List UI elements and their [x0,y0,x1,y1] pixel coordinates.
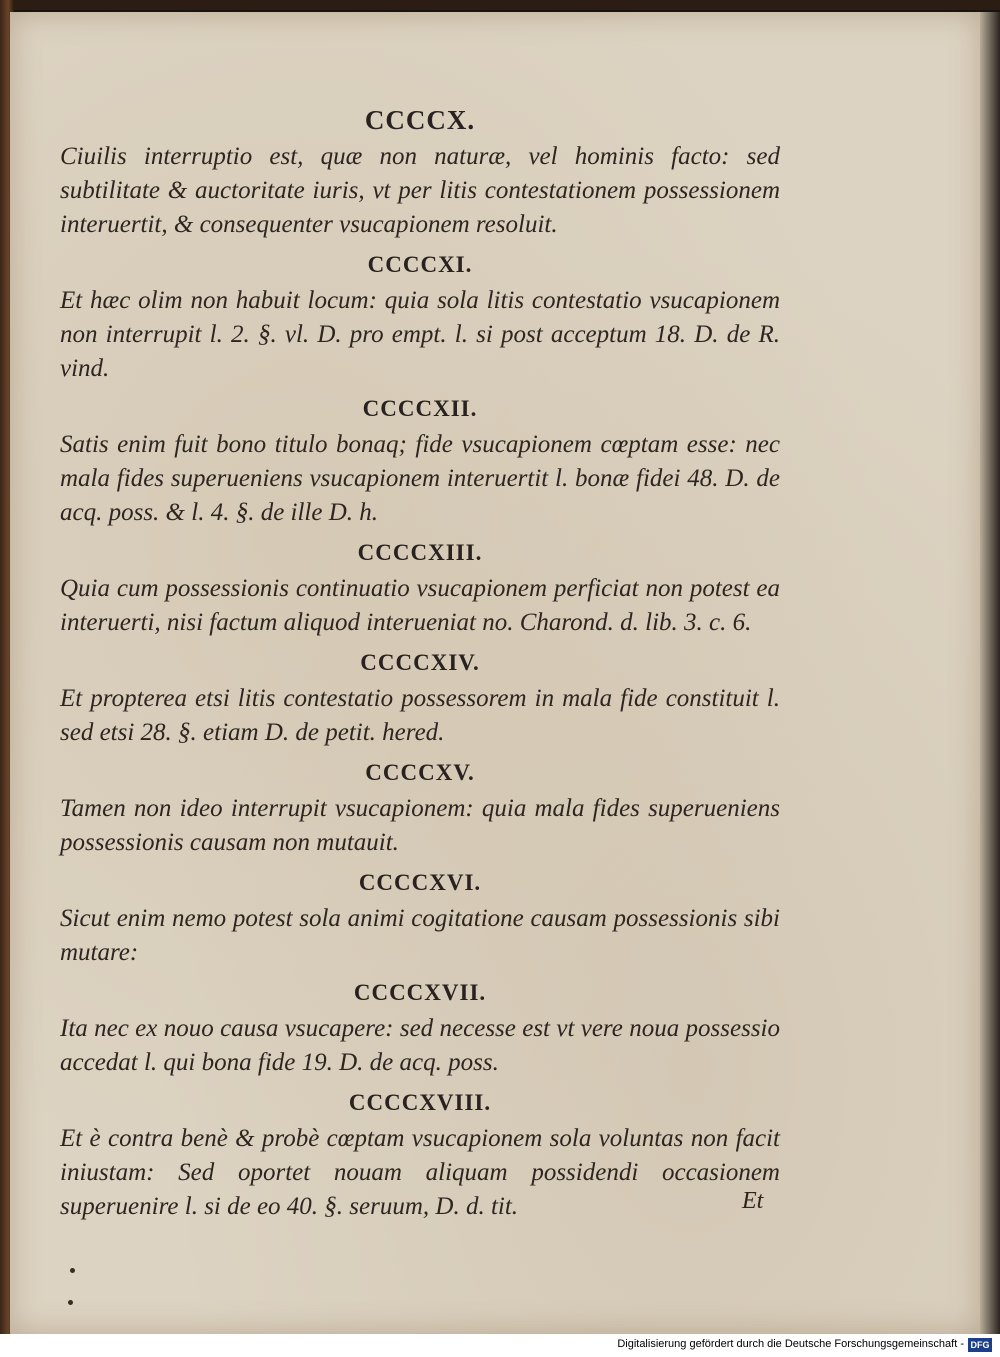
section-heading: CCCCXIII. [357,540,483,565]
section-411 [60,246,780,386]
section-text: Tamen non ideo interrupit vsucapionem: quia mala fides superueniens possessionis causam non mutauit. [60,795,780,856]
book-top-edge [0,0,1000,10]
section-heading: CCCCXV. [365,760,475,785]
section-414 [60,644,780,750]
section-text: Quia cum possessionis continuatio vsucapionem perficiat non potest ea interuerti, nisi factum aliquod interueniat no. Charond. d. lib. 3. c. 6. [60,575,780,636]
section-text: Ciuilis interruptio est, quæ non naturæ, vel hominis facto: sed subtilitate & auctoritate iuris, vt per litis contestationem possessionem interuertit, & consequenter vsucapionem resoluit. [60,143,780,238]
section-heading: CCCCXVII. [353,980,487,1005]
page-edge-shadow [980,12,1000,1334]
digitization-footer [0,1334,1000,1357]
section-heading: CCCCXI. [367,252,473,277]
section-413 [60,534,780,640]
section-text: Sicut enim nemo potest sola animi cogitatione causam possessionis sibi mutare: [60,905,780,966]
section-heading: CCCCXII. [362,396,478,421]
ink-speck [68,1300,73,1305]
section-417 [60,974,780,1080]
section-text: Satis enim fuit bono titulo bonaq; fide vsucapionem cœptam esse: nec mala fides superueniens vsucapionem interuertit l. bonæ fidei 48. D. de acq. poss. & l. 4. §. de ille D. h. [60,431,780,526]
section-heading: CCCCXIV. [360,650,480,675]
section-text: Et propterea etsi litis contestatio possessorem in mala fide constituit l. sed etsi 28. §. etiam D. de petit. hered. [60,685,780,746]
section-416 [60,864,780,970]
catchword: Et [742,1188,764,1214]
section-text: Et hæc olim non habuit locum: quia sola litis contestatio vsucapionem non interrupit l. 2. §. vl. D. pro empt. l. si post acceptum 18. D. de R. vind. [60,287,780,382]
section-418 [60,1084,780,1224]
footer-credit: Digitalisierung gefördert durch die Deutsche Forschungsgemeinschaft - [617,1338,964,1350]
section-410 [60,100,780,242]
section-text: Et è contra benè & probè cœptam vsucapionem sola voluntas non facit iniustam: Sed oportet nouam aliquam possidendi occasionem superuenire l. si de eo 40. §. seruum, D. d. tit. [60,1125,780,1220]
page-text [60,100,780,1228]
section-text: Ita nec ex nouo causa vsucapere: sed necesse est vt vere noua possessio accedat l. qui bona fide 19. D. de acq. poss. [60,1015,780,1076]
ink-speck [70,1268,75,1273]
section-412 [60,390,780,530]
dfg-logo-icon: DFG [968,1338,992,1352]
section-heading: CCCCXVI. [358,870,482,895]
section-heading: CCCCX. [364,105,476,135]
section-heading: CCCCXVIII. [348,1090,492,1115]
section-415 [60,754,780,860]
